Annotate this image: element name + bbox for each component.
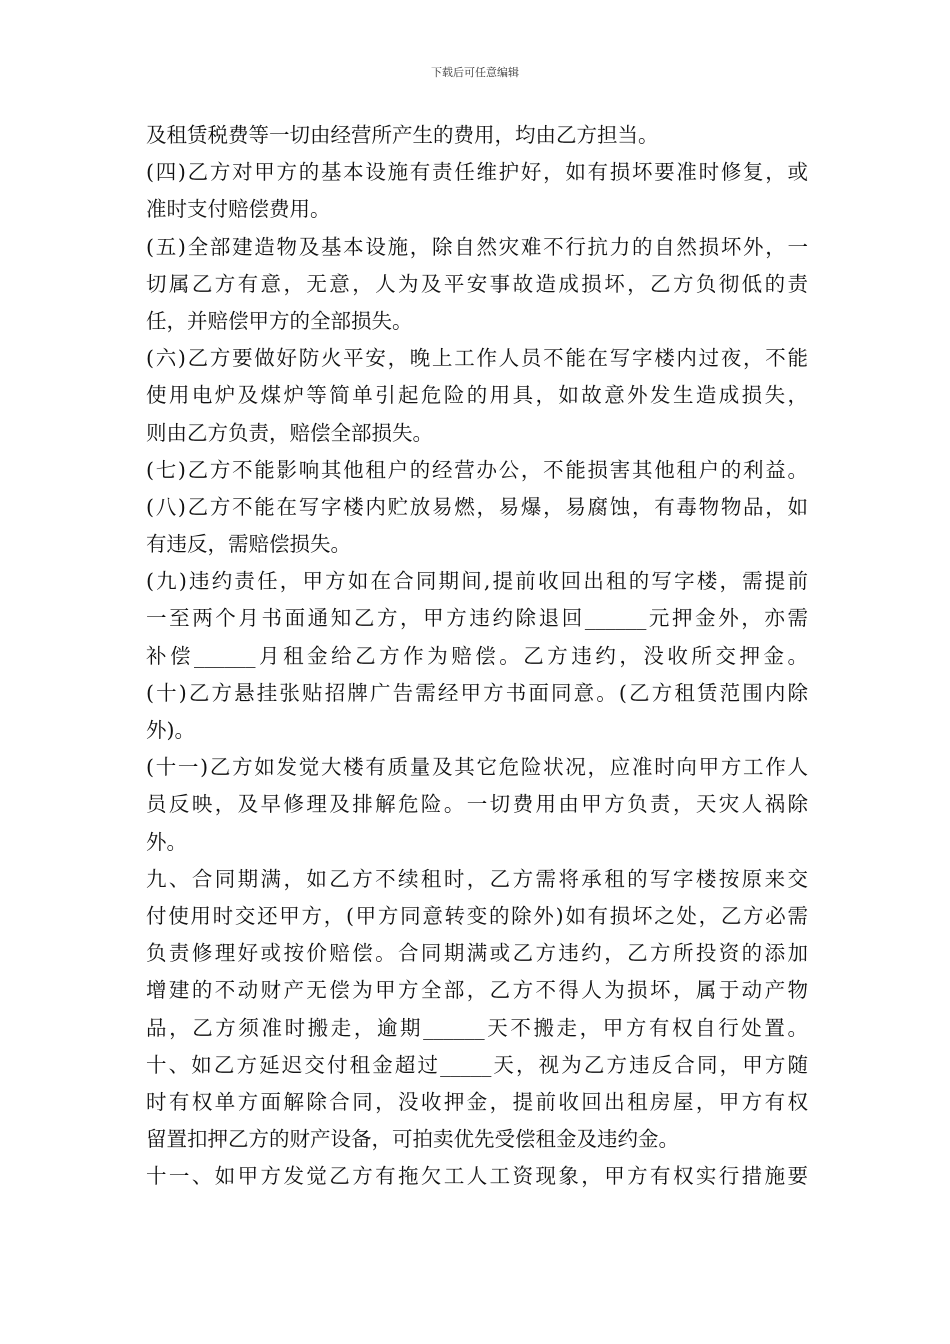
text-line: 负责修理好或按价赔偿。合同期满或乙方违约，乙方所投资的添加	[146, 941, 808, 966]
text-line: 时有权单方面解除合同，没收押金，提前收回出租房屋，甲方有权	[146, 1089, 808, 1114]
text-line: 一至两个月书面通知乙方，甲方违约除退回______元押金外，亦需	[146, 606, 808, 631]
text-line: 准时支付赔偿费用。	[146, 197, 331, 222]
text-line: (四)乙方对甲方的基本设施有责任维护好，如有损坏要准时修复，或	[146, 160, 808, 185]
text-line: 十一、如甲方发觉乙方有拖欠工人工资现象，甲方有权实行措施要	[146, 1164, 808, 1189]
text-line: 九、合同期满，如乙方不续租时，乙方需将承租的写字楼按原来交	[146, 866, 808, 891]
page-header: 下载后可任意编辑	[431, 66, 519, 79]
text-line: 付使用时交还甲方，(甲方同意转变的除外)如有损坏之处，乙方必需	[146, 903, 808, 928]
text-line: 任，并赔偿甲方的全部损失。	[146, 308, 413, 333]
text-line: (七)乙方不能影响其他租户的经营办公，不能损害其他租户的利益。	[146, 457, 808, 482]
text-line: 留置扣押乙方的财产设备，可拍卖优先受偿租金及违约金。	[146, 1127, 679, 1152]
text-line: 员反映，及早修理及排解危险。一切费用由甲方负责，天灾人祸除	[146, 792, 808, 817]
text-line: 外。	[146, 829, 187, 854]
text-line: (十一)乙方如发觉大楼有质量及其它危险状况，应准时向甲方工作人	[146, 755, 808, 780]
document-body	[146, 117, 808, 1195]
text-line: (十)乙方悬挂张贴招牌广告需经甲方书面同意。(乙方租赁范围内除	[146, 680, 808, 705]
text-line: 及租赁税费等一切由经营所产生的费用，均由乙方担当。	[146, 123, 659, 147]
text-line: 增建的不动财产无偿为甲方全部，乙方不得人为损坏，属于动产物	[146, 978, 808, 1003]
text-line: 使用电炉及煤炉等简单引起危险的用具，如故意外发生造成损失，	[146, 383, 808, 408]
text-line: 外)。	[146, 718, 195, 742]
text-line: (八)乙方不能在写字楼内贮放易燃，易爆，易腐蚀，有毒物物品，如	[146, 494, 808, 519]
text-line: (九)违约责任，甲方如在合同期间,提前收回出租的写字楼，需提前	[146, 569, 808, 594]
text-line: 补偿______月租金给乙方作为赔偿。乙方违约，没收所交押金。	[146, 643, 808, 668]
text-line: (五)全部建造物及基本设施，除自然灾难不行抗力的自然损坏外，一	[146, 234, 808, 259]
text-line: 切属乙方有意，无意，人为及平安事故造成损坏，乙方负彻低的责	[146, 271, 808, 296]
text-line: 则由乙方负责，赔偿全部损失。	[146, 420, 433, 445]
text-line: (六)乙方要做好防火平安，晚上工作人员不能在写字楼内过夜，不能	[146, 346, 808, 371]
text-line: 有违反，需赔偿损失。	[146, 532, 351, 557]
text-line: 十、如乙方延迟交付租金超过_____天，视为乙方违反合同，甲方随	[146, 1052, 808, 1077]
text-line: 品，乙方须准时搬走，逾期______天不搬走，甲方有权自行处置。	[146, 1015, 808, 1040]
